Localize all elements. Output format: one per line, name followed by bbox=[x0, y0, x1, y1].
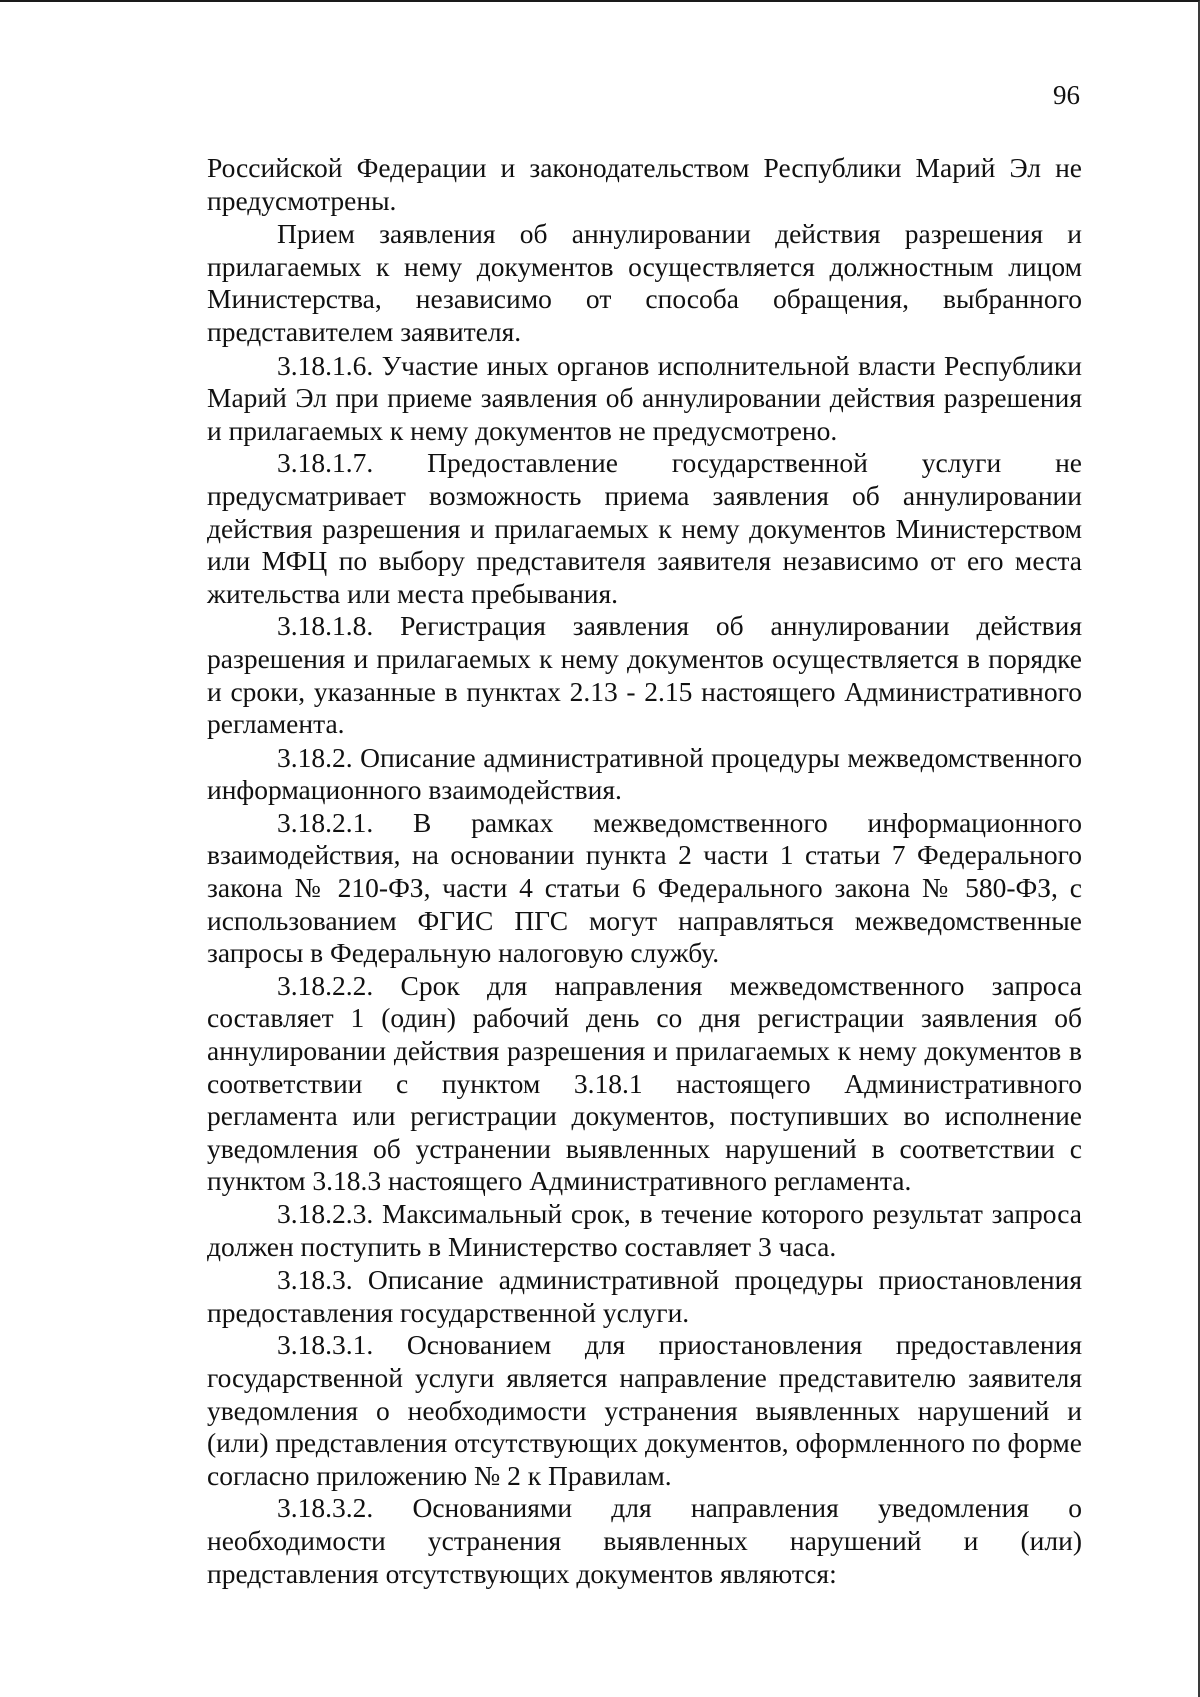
paragraph: 3.18.1.7. Предоставление государственной услуги не предусматривает возможность приема заявления об аннулировании действия разрешения и прилагаемых к нему документов Министерством или МФЦ по выбору представителя заявителя независимо от его места жительства или места пребывания. bbox=[207, 447, 1082, 609]
paragraph: 3.18.2. Описание административной процедуры межведомственного информационного взаимодействия. bbox=[207, 741, 1082, 806]
paragraph: Российской Федерации и законодательством Республики Марий Эл не предусмотрены. bbox=[207, 152, 1082, 216]
paragraph: 3.18.1.6. Участие иных органов исполнительной власти Республики Марий Эл при приеме заявления об аннулировании действия разрешения и прилагаемых к нему документов не предусмотрено. bbox=[207, 349, 1082, 446]
paragraph: 3.18.3.2. Основаниями для направления уведомления о необходимости устранения выявленных нарушений и (или) представления отсутствующих документов являются: bbox=[207, 1492, 1082, 1589]
paragraph: 3.18.3.1. Основанием для приостановления предоставления государственной услуги является направление представителю заявителя уведомления о необходимости устранения выявленных нарушений и (или) представления отсутствующих документов, оформленного по форме согласно приложению № 2 к Правилам. bbox=[207, 1329, 1082, 1491]
paragraph: 3.18.1.8. Регистрация заявления об аннулировании действия разрешения и прилагаемых к нему документов осуществляется в порядке и сроки, указанные в пунктах 2.13 - 2.15 настоящего Административного регламента. bbox=[207, 610, 1082, 740]
paragraph: 3.18.2.2. Срок для направления межведомственного запроса составляет 1 (один) рабочий день со дня регистрации заявления об аннулировании действия разрешения и прилагаемых к нему документов в соответствии с пунктом 3.18.1 настоящего Административного регламента или регистрации документов, поступивших во исполнение уведомления об устранении выявленных нарушений в соответствии с пунктом 3.18.3 настоящего Административного регламента. bbox=[207, 969, 1082, 1197]
paragraph: Прием заявления об аннулировании действия разрешения и прилагаемых к нему документов осуществляется должностным лицом Министерства, независимо от способа обращения, выбранного представителем заявителя. bbox=[207, 218, 1082, 347]
paragraph: 3.18.2.3. Максимальный срок, в течение которого результат запроса должен поступить в Министерство составляет 3 часа. bbox=[207, 1198, 1082, 1262]
document-body bbox=[207, 152, 1082, 1590]
page-number: 96 bbox=[1053, 80, 1080, 110]
paragraph: 3.18.2.1. В рамках межведомственного информационного взаимодействия, на основании пункта 2 части 1 статьи 7 Федерального закона № 210-ФЗ, части 4 статьи 6 Федерального закона № 580-ФЗ, с использованием ФГИС ПГС могут направляться межведомственные запросы в Федеральную налоговую службу. bbox=[207, 806, 1082, 969]
paragraph: 3.18.3. Описание административной процедуры приостановления предоставления государственной услуги. bbox=[207, 1264, 1082, 1328]
